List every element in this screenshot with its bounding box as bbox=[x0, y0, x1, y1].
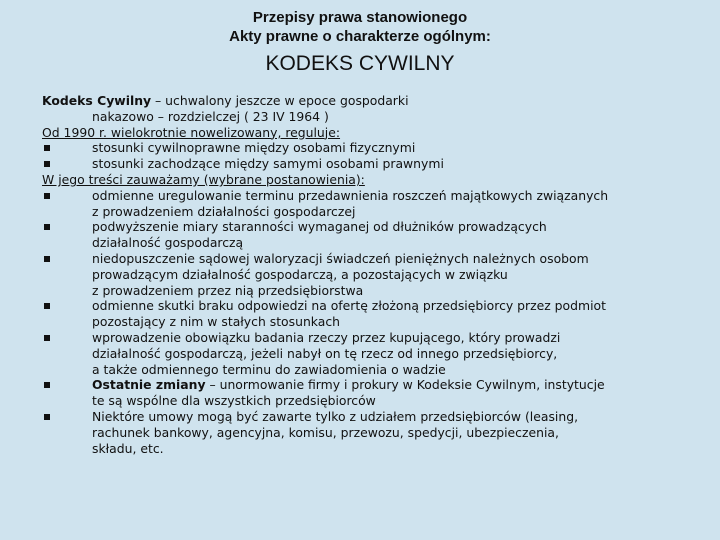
square-bullet-icon bbox=[42, 219, 92, 235]
list-item-text: stosunki cywilnoprawne między osobami fizycznymi bbox=[92, 140, 416, 156]
header-line-1: Przepisy prawa stanowionego bbox=[252, 9, 468, 26]
list-item-text: odmienne skutki braku odpowiedzi na ofertę złożoną przedsiębiorcy przez podmiot bbox=[92, 298, 606, 314]
list-item bbox=[42, 140, 712, 156]
list-item-text: z prowadzeniem działalności gospodarczej bbox=[92, 203, 356, 219]
list-item-text: podwyższenie miary staranności wymaganej od dłużników prowadzących bbox=[92, 219, 547, 235]
latest-line-1-rest: – unormowanie firmy i prokury w Kodeksie Cywilnym, instytucje bbox=[205, 377, 605, 393]
list-item bbox=[42, 188, 712, 220]
list-item-text: składu, etc. bbox=[92, 440, 164, 456]
list-item bbox=[42, 298, 712, 330]
list-item-text: z prowadzeniem przez nią przedsiębiorstwa bbox=[92, 282, 364, 298]
list-item-text: działalność gospodarczą, jeżeli nabył on tę rzecz od innego przedsiębiorcy, bbox=[92, 345, 558, 361]
intro-line-1 bbox=[42, 93, 712, 109]
header-line-2: Akty prawne o charakterze ogólnym: bbox=[229, 28, 491, 45]
list-item bbox=[42, 251, 712, 298]
square-bullet-icon bbox=[42, 188, 92, 204]
square-bullet-icon bbox=[42, 330, 92, 346]
list-item-text bbox=[92, 377, 712, 393]
list-item bbox=[42, 377, 712, 409]
list-item bbox=[42, 409, 712, 456]
list-item-text: a także odmiennego terminu do zawiadomienia o wadzie bbox=[92, 361, 446, 377]
page-title: KODEKS CYWILNY bbox=[265, 52, 455, 75]
list-item-text: rachunek bankowy, agencyjna, komisu, przewozu, spedycji, ubezpieczenia, bbox=[92, 424, 559, 440]
list-item-text: stosunki zachodzące między samymi osobami prawnymi bbox=[92, 156, 444, 172]
latest-bold: Ostatnie zmiany bbox=[92, 377, 206, 393]
list-item bbox=[42, 330, 712, 377]
square-bullet-icon bbox=[42, 140, 92, 156]
square-bullet-icon bbox=[42, 156, 92, 172]
square-bullet-icon bbox=[42, 377, 92, 393]
provisions-heading: W jego treści zauważamy (wybrane postanowienia): bbox=[42, 171, 365, 187]
square-bullet-icon bbox=[42, 409, 92, 425]
list-item-text: prowadzącym działalność gospodarczą, a pozostających w związku bbox=[92, 266, 508, 282]
list-item-text: niedopuszczenie sądowej waloryzacji świadczeń pieniężnych należnych osobom bbox=[92, 250, 589, 266]
square-bullet-icon bbox=[42, 298, 92, 314]
intro-line-3: Od 1990 r. wielokrotnie nowelizowany, reguluje: bbox=[42, 124, 341, 140]
intro-bold-term: Kodeks Cywilny bbox=[42, 93, 152, 108]
list-item-text: odmienne uregulowanie terminu przedawnienia roszczeń majątkowych związanych bbox=[92, 187, 609, 203]
list-item bbox=[42, 156, 712, 172]
intro-line-2: nakazowo – rozdzielczej ( 23 IV 1964 ) bbox=[92, 108, 329, 124]
list-item-text: Niektóre umowy mogą być zawarte tylko z udziałem przedsiębiorców (leasing, bbox=[92, 408, 579, 424]
list-item bbox=[42, 219, 712, 251]
list-item-text: pozostający z nim w stałych stosunkach bbox=[92, 314, 341, 330]
intro-line-1-rest: – uchwalony jeszcze w epoce gospodarki bbox=[151, 93, 409, 108]
list-item-text: wprowadzenie obowiązku badania rzeczy przez kupującego, który prowadzi bbox=[92, 329, 561, 345]
slide-body bbox=[42, 93, 712, 456]
list-item-text: te są wspólne dla wszystkich przedsiębiorców bbox=[92, 393, 376, 409]
square-bullet-icon bbox=[42, 251, 92, 267]
list-item-text: działalność gospodarczą bbox=[92, 235, 244, 251]
